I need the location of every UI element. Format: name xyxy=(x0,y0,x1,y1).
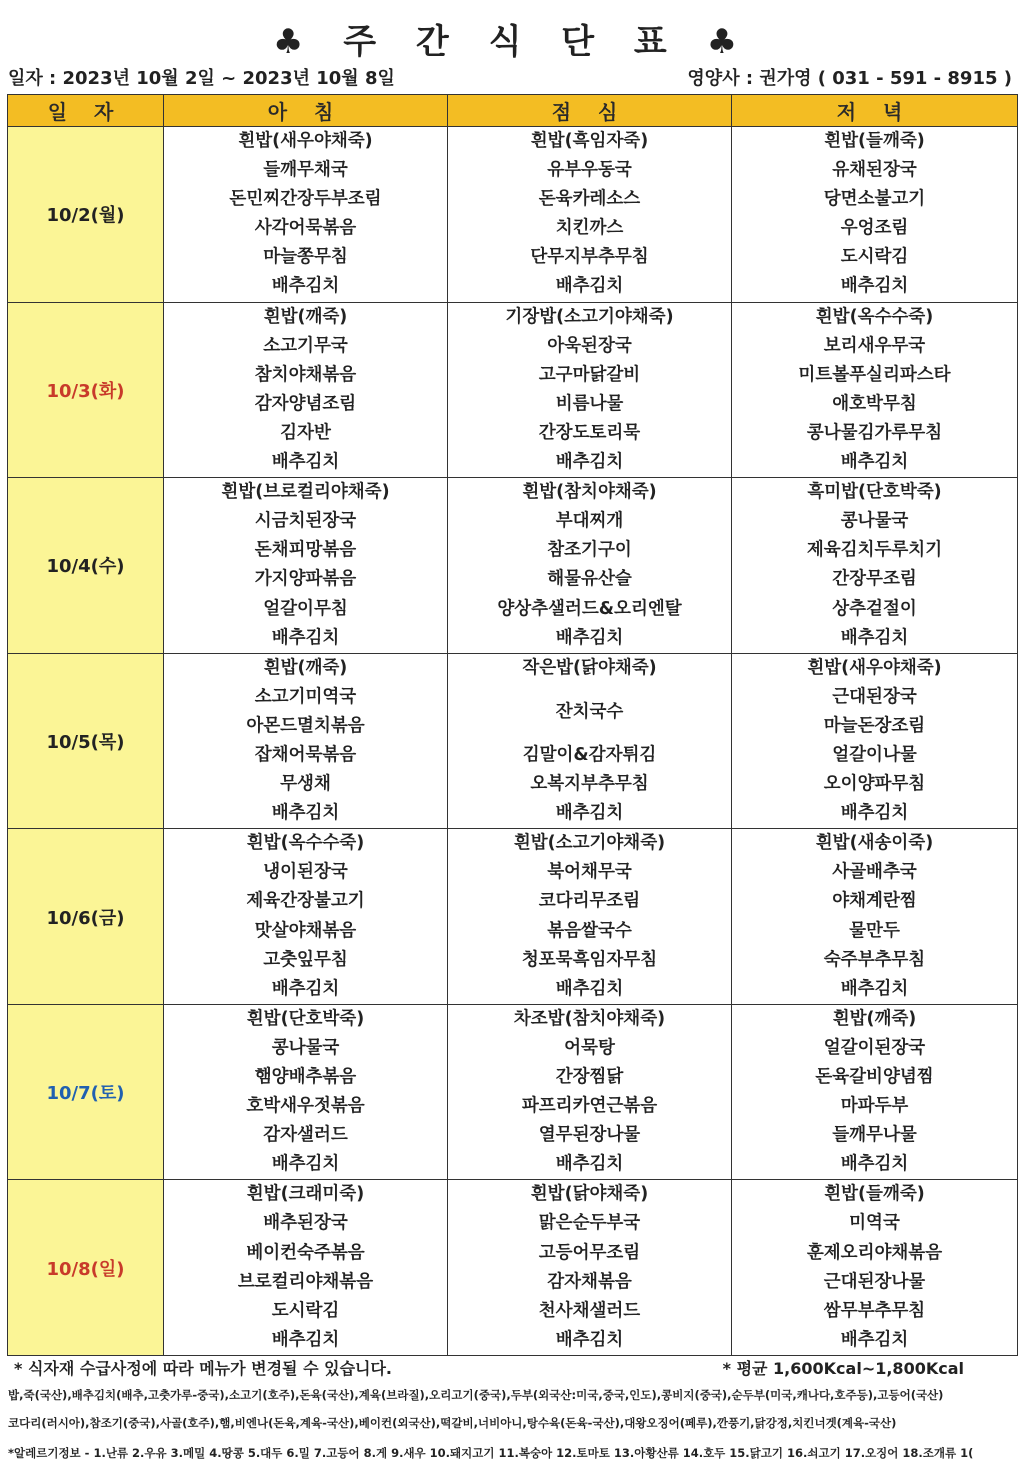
dinner-cell xyxy=(732,1180,1018,1356)
menu-item: 흰밥(새송이죽) xyxy=(815,833,934,854)
menu-item: 흰밥(브로컬리야채죽) xyxy=(221,482,390,503)
menu-item: 간장도토리묵 xyxy=(538,422,641,443)
menu-item: 간장무조림 xyxy=(832,569,917,590)
menu-item: 흰밥(깨죽) xyxy=(832,1008,917,1029)
menu-item: 제육김치두루치기 xyxy=(806,540,943,561)
dinner-cell xyxy=(732,653,1018,829)
menu-item: 미트볼푸실리파스타 xyxy=(798,364,951,385)
menu-item: 사골배추국 xyxy=(832,862,917,883)
menu-item: 파프리카연근볶음 xyxy=(521,1096,658,1117)
day-row xyxy=(8,1004,1018,1180)
menu-item: 배추김치 xyxy=(555,803,624,824)
header-breakfast: 아 침 xyxy=(164,95,448,127)
menu-item: 흰밥(옥수수죽) xyxy=(815,306,934,327)
menu-item: 숙주부추무침 xyxy=(823,949,926,970)
weekly-menu-table xyxy=(7,94,1018,1356)
menu-item: 김말이&감자튀김 xyxy=(522,744,657,765)
dinner-cell xyxy=(732,1004,1018,1180)
menu-item: 소고기무국 xyxy=(263,335,348,356)
day-label: 10/3(화) xyxy=(8,302,164,478)
day-label: 10/2(월) xyxy=(8,127,164,303)
menu-item: 돈육카레소스 xyxy=(538,189,641,210)
menu-item: 흰밥(새우야채죽) xyxy=(238,131,373,151)
menu-item: 흰밥(옥수수죽) xyxy=(246,833,365,854)
menu-item: 얼갈이무침 xyxy=(263,598,348,619)
menu-item: 흰밥(깨죽) xyxy=(263,657,348,678)
menu-item: 비름나물 xyxy=(555,393,624,414)
lunch-cell xyxy=(448,302,732,478)
menu-item: 마늘돈장조림 xyxy=(823,715,926,736)
menu-item: 흰밥(깨죽) xyxy=(263,306,348,327)
menu-item: 잔치국수 xyxy=(555,701,624,722)
menu-item: 고구마닭갈비 xyxy=(538,364,641,385)
menu-item: 작은밥(닭야채죽) xyxy=(522,657,657,678)
menu-item: 기장밥(소고기야채죽) xyxy=(505,306,674,327)
menu-item: 애호박무침 xyxy=(832,393,917,414)
day-row xyxy=(8,1180,1018,1356)
day-label: 10/6(금) xyxy=(8,829,164,1005)
menu-item: 간장찜닭 xyxy=(555,1067,624,1087)
menu-item: 배추김치 xyxy=(555,1154,624,1175)
menu-item: 돈채피망볶음 xyxy=(254,540,357,561)
menu-item: 배추김치 xyxy=(840,627,909,648)
menu-item: 볶음쌀국수 xyxy=(547,920,632,941)
menu-item: 고등어무조림 xyxy=(538,1242,641,1263)
calorie-note: * 평균 1,600Kcal~1,800Kcal xyxy=(722,1359,964,1378)
menu-item: 배추김치 xyxy=(840,276,909,297)
page-title: ♣ 주 간 식 단 표 ♣ xyxy=(272,22,752,62)
breakfast-cell xyxy=(164,1004,448,1180)
menu-item: 돈민찌간장두부조림 xyxy=(229,189,382,210)
menu-item: 시금치된장국 xyxy=(254,511,357,532)
day-label: 10/5(목) xyxy=(8,653,164,829)
breakfast-cell xyxy=(164,478,448,654)
lunch-cell xyxy=(448,1180,732,1356)
menu-item: 미역국 xyxy=(849,1213,900,1234)
menu-item: 배추김치 xyxy=(840,1154,909,1175)
breakfast-cell xyxy=(164,302,448,478)
lunch-cell xyxy=(448,653,732,829)
menu-item: 아몬드멸치볶음 xyxy=(246,715,365,736)
menu-item: 사각어묵볶음 xyxy=(254,218,357,239)
menu-item: 코다리무조림 xyxy=(538,891,641,912)
header-lunch: 점 심 xyxy=(448,95,732,127)
menu-item: 배추김치 xyxy=(271,803,340,824)
day-label: 10/4(수) xyxy=(8,478,164,654)
menu-item: 햄양배추볶음 xyxy=(254,1067,357,1087)
menu-item: 상추겉절이 xyxy=(832,598,917,619)
menu-item: 북어채무국 xyxy=(547,862,632,883)
menu-item: 해물유산슬 xyxy=(547,569,632,590)
menu-item: 참조기구이 xyxy=(547,540,632,561)
menu-item: 배추김치 xyxy=(271,978,340,999)
menu-change-note: * 식자재 수급사정에 따라 메뉴가 변경될 수 있습니다. xyxy=(14,1359,393,1378)
menu-item: 얼갈이나물 xyxy=(832,744,917,765)
menu-item: 열무된장나물 xyxy=(538,1125,641,1146)
menu-item: 고춧잎무침 xyxy=(263,949,348,970)
nutritionist-info: 영양사 : 권가영 ( 031 - 591 - 8915 ) xyxy=(687,68,1012,89)
menu-item: 흰밥(들깨죽) xyxy=(824,1184,925,1205)
menu-item: 콩나물김가루무침 xyxy=(806,422,943,443)
menu-item: 배추김치 xyxy=(271,1329,340,1350)
header-date: 일 자 xyxy=(8,95,164,127)
menu-item: 맛살야채볶음 xyxy=(254,920,357,941)
origin-info-line2: 코다리(러시아),참조기(중국),사골(호주),햄,비엔나(돈육,계육-국산),베이컨(외국산),떡갈비,너비아니,탕수육(돈육-국산),대왕오징어(페루),깐풍기,닭강정,치킨너겟(계육-국산) xyxy=(8,1416,897,1430)
menu-item: 흰밥(참치야채죽) xyxy=(522,482,657,503)
menu-item: 유부우동국 xyxy=(547,160,632,181)
menu-item: 부대찌개 xyxy=(555,511,624,532)
subheader xyxy=(8,64,1012,90)
menu-item: 배추김치 xyxy=(271,1154,340,1175)
menu-item: 단무지부추무침 xyxy=(530,247,649,268)
menu-item: 흰밥(들깨죽) xyxy=(824,131,925,151)
menu-item: 냉이된장국 xyxy=(263,862,348,883)
lunch-cell xyxy=(448,1004,732,1180)
menu-item: 배추김치 xyxy=(555,276,624,297)
menu-item: 배추김치 xyxy=(271,627,340,648)
breakfast-cell xyxy=(164,127,448,303)
day-label: 10/8(일) xyxy=(8,1180,164,1356)
menu-item: 감자샐러드 xyxy=(263,1125,348,1146)
breakfast-cell xyxy=(164,829,448,1005)
menu-item: 배추김치 xyxy=(271,276,340,297)
menu-item: 물만두 xyxy=(849,920,900,941)
menu-item: 우엉조림 xyxy=(840,218,909,239)
date-range: 일자 : 2023년 10월 2일 ~ 2023년 10월 8일 xyxy=(8,68,395,89)
dinner-cell xyxy=(732,829,1018,1005)
menu-item: 들깨무나물 xyxy=(832,1125,917,1146)
menu-item: 배추된장국 xyxy=(263,1213,348,1234)
menu-item: 오복지부추무침 xyxy=(530,774,649,795)
menu-item: 차조밥(참치야채죽) xyxy=(513,1008,666,1029)
menu-item: 훈제오리야채볶음 xyxy=(806,1242,943,1263)
menu-item: 배추김치 xyxy=(271,452,340,473)
menu-item: 배추김치 xyxy=(555,1329,624,1350)
menu-item: 청포묵흑임자무침 xyxy=(521,949,658,970)
menu-item: 배추김치 xyxy=(555,978,624,999)
menu-item: 흰밥(단호박죽) xyxy=(246,1008,365,1029)
menu-item: 배추김치 xyxy=(840,452,909,473)
header-dinner: 저 녁 xyxy=(732,95,1018,127)
menu-item: 아욱된장국 xyxy=(547,335,632,356)
menu-item: 어묵탕 xyxy=(564,1037,615,1058)
menu-item: 배추김치 xyxy=(555,627,624,648)
breakfast-cell xyxy=(164,1180,448,1356)
menu-item: 도시락김 xyxy=(840,247,909,268)
menu-item: 쌈무부추무침 xyxy=(823,1300,926,1321)
menu-item: 맑은순두부국 xyxy=(538,1213,641,1234)
menu-item: 김자반 xyxy=(280,422,331,443)
header-row xyxy=(8,95,1018,127)
menu-item: 보리새우무국 xyxy=(823,335,926,356)
menu-item: 얼갈이된장국 xyxy=(823,1037,926,1058)
menu-item: 호박새우젓볶음 xyxy=(246,1096,365,1117)
menu-item: 들깨무채국 xyxy=(263,160,348,181)
menu-item: 감자양념조림 xyxy=(254,393,357,414)
breakfast-cell xyxy=(164,653,448,829)
menu-body xyxy=(8,127,1018,1356)
menu-item: 마늘쫑무침 xyxy=(263,247,348,268)
menu-item: 당면소불고기 xyxy=(823,189,926,210)
day-row xyxy=(8,127,1018,303)
menu-item: 무생채 xyxy=(280,774,331,795)
menu-item: 흰밥(크래미죽) xyxy=(246,1184,365,1205)
menu-item: 콩나물국 xyxy=(271,1037,340,1058)
menu-item: 흰밥(새우야채죽) xyxy=(807,657,942,678)
menu-item: 소고기미역국 xyxy=(254,686,357,707)
menu-item: 흰밥(흑임자죽) xyxy=(530,131,649,151)
menu-item: 참치야채볶음 xyxy=(254,364,357,385)
menu-item: 야채계란찜 xyxy=(832,891,917,912)
menu-item: 흰밥(소고기야채죽) xyxy=(513,833,666,854)
origin-info-line1: 밥,죽(국산),배추김치(배추,고춧가루-중국),소고기(호주),돈육(국산),계육(브라질),오리고기(중국),두부(외국산:미국,중국,인도),콩비지(중국),순두부(미국,캐나다,호주등),고등어(국산) xyxy=(8,1388,944,1402)
menu-item: 근대된장나물 xyxy=(823,1271,926,1292)
menu-item: 배추김치 xyxy=(555,452,624,473)
menu-item: 감자채볶음 xyxy=(547,1271,632,1292)
menu-item: 양상추샐러드&오리엔탈 xyxy=(497,598,682,619)
menu-item: 도시락김 xyxy=(271,1300,340,1321)
day-row xyxy=(8,829,1018,1005)
menu-item: 마파두부 xyxy=(840,1096,909,1117)
menu-item: 베이컨숙주볶음 xyxy=(246,1242,365,1263)
menu-item: 잡채어묵볶음 xyxy=(254,744,357,765)
menu-item: 배추김치 xyxy=(840,978,909,999)
menu-item: 가지양파볶음 xyxy=(254,569,357,590)
menu-item: 돈육갈비양념찜 xyxy=(815,1067,934,1087)
lunch-cell xyxy=(448,829,732,1005)
menu-item: 배추김치 xyxy=(840,803,909,824)
allergy-info: *알레르기정보 - 1.난류 2.우유 3.메밀 4.땅콩 5.대두 6.밀 7.고등어 8.게 9.새우 10.돼지고기 11.복숭아 12.토마토 13.아황산류 14.호두 15.닭고기 16.쇠고기 17.오징어 18.조개류 1( xyxy=(8,1446,974,1460)
menu-item: 흰밥(닭야채죽) xyxy=(530,1184,649,1205)
dinner-cell xyxy=(732,478,1018,654)
day-label: 10/7(토) xyxy=(8,1004,164,1180)
day-row xyxy=(8,478,1018,654)
menu-item: 오이양파무침 xyxy=(823,774,926,795)
menu-item: 천사채샐러드 xyxy=(538,1300,641,1321)
menu-item: 근대된장국 xyxy=(832,686,917,707)
menu-item: 브로컬리야채볶음 xyxy=(237,1271,374,1292)
menu-item: 치킨까스 xyxy=(555,218,624,239)
menu-item: 배추김치 xyxy=(840,1329,909,1350)
day-row xyxy=(8,653,1018,829)
lunch-cell xyxy=(448,478,732,654)
menu-item: 유채된장국 xyxy=(832,160,917,181)
dinner-cell xyxy=(732,302,1018,478)
menu-item: 콩나물국 xyxy=(840,511,909,532)
menu-item: 흑미밥(단호박죽) xyxy=(807,482,942,503)
dinner-cell xyxy=(732,127,1018,303)
day-row xyxy=(8,302,1018,478)
menu-item: 제육간장불고기 xyxy=(246,891,365,912)
lunch-cell xyxy=(448,127,732,303)
